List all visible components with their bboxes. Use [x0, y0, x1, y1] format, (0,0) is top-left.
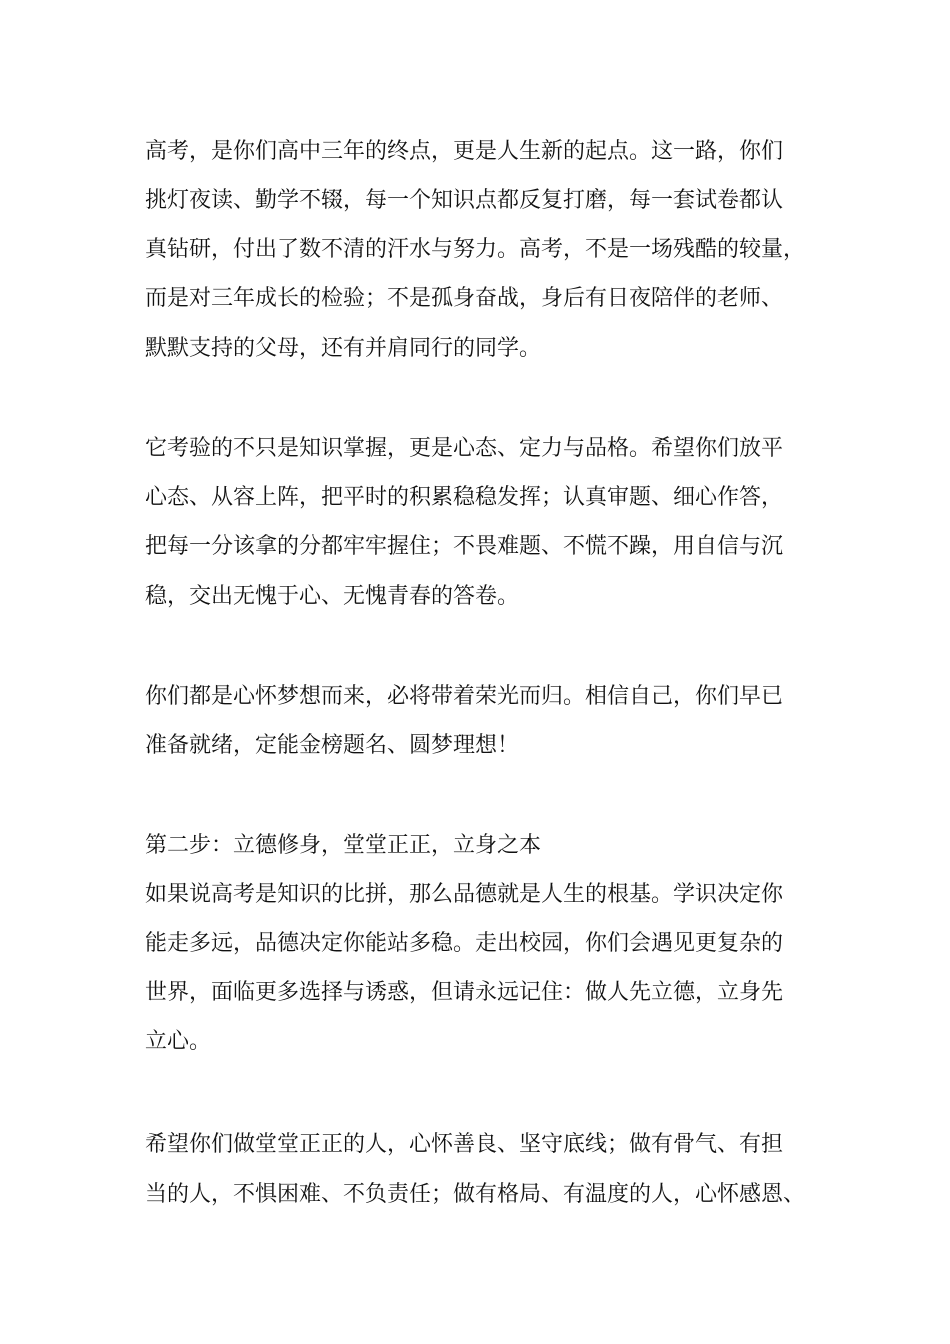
paragraph-1-line-5: 默默支持的父母，还有并肩同行的同学。: [145, 336, 542, 361]
paragraph-1-line-2: 挑灯夜读、勤学不辍，每一个知识点都反复打磨，每一套试卷都认: [145, 188, 784, 213]
section-heading: 第二步：立德修身，堂堂正正，立身之本: [145, 833, 542, 858]
paragraph-3-line-2: 准备就绪，定能金榜题名、圆梦理想！: [145, 733, 520, 758]
paragraph-5-line-2: 当的人，不惧困难、不负责任；做有格局、有温度的人，心怀感恩、: [145, 1182, 806, 1207]
paragraph-4-line-4: 立心。: [145, 1029, 212, 1054]
paragraph-4-line-1: 如果说高考是知识的比拼，那么品德就是人生的根基。学识决定你: [145, 882, 784, 907]
paragraph-2-line-4: 稳，交出无愧于心、无愧青春的答卷。: [145, 584, 520, 609]
paragraph-4-line-3: 世界，面临更多选择与诱惑，但请永远记住：做人先立德，立身先: [145, 980, 784, 1005]
paragraph-1-line-1: 高考，是你们高中三年的终点，更是人生新的起点。这一路，你们: [145, 139, 784, 164]
paragraph-1-line-3: 真钻研，付出了数不清的汗水与努力。高考，不是一场残酷的较量，: [145, 237, 806, 262]
paragraph-1-line-4: 而是对三年成长的检验；不是孤身奋战，身后有日夜陪伴的老师、: [145, 286, 784, 311]
paragraph-2-line-3: 把每一分该拿的分都牢牢握住；不畏难题、不慌不躁，用自信与沉: [145, 534, 784, 559]
paragraph-3-line-1: 你们都是心怀梦想而来，必将带着荣光而归。相信自己，你们早已: [145, 684, 784, 709]
paragraph-5-line-1: 希望你们做堂堂正正的人，心怀善良、坚守底线；做有骨气、有担: [145, 1132, 784, 1157]
paragraph-2-line-2: 心态、从容上阵，把平时的积累稳稳发挥；认真审题、细心作答，: [145, 485, 784, 510]
paragraph-4-line-2: 能走多远，品德决定你能站多稳。走出校园，你们会遇见更复杂的: [145, 931, 784, 956]
paragraph-2-line-1: 它考验的不只是知识掌握，更是心态、定力与品格。希望你们放平: [145, 436, 784, 461]
